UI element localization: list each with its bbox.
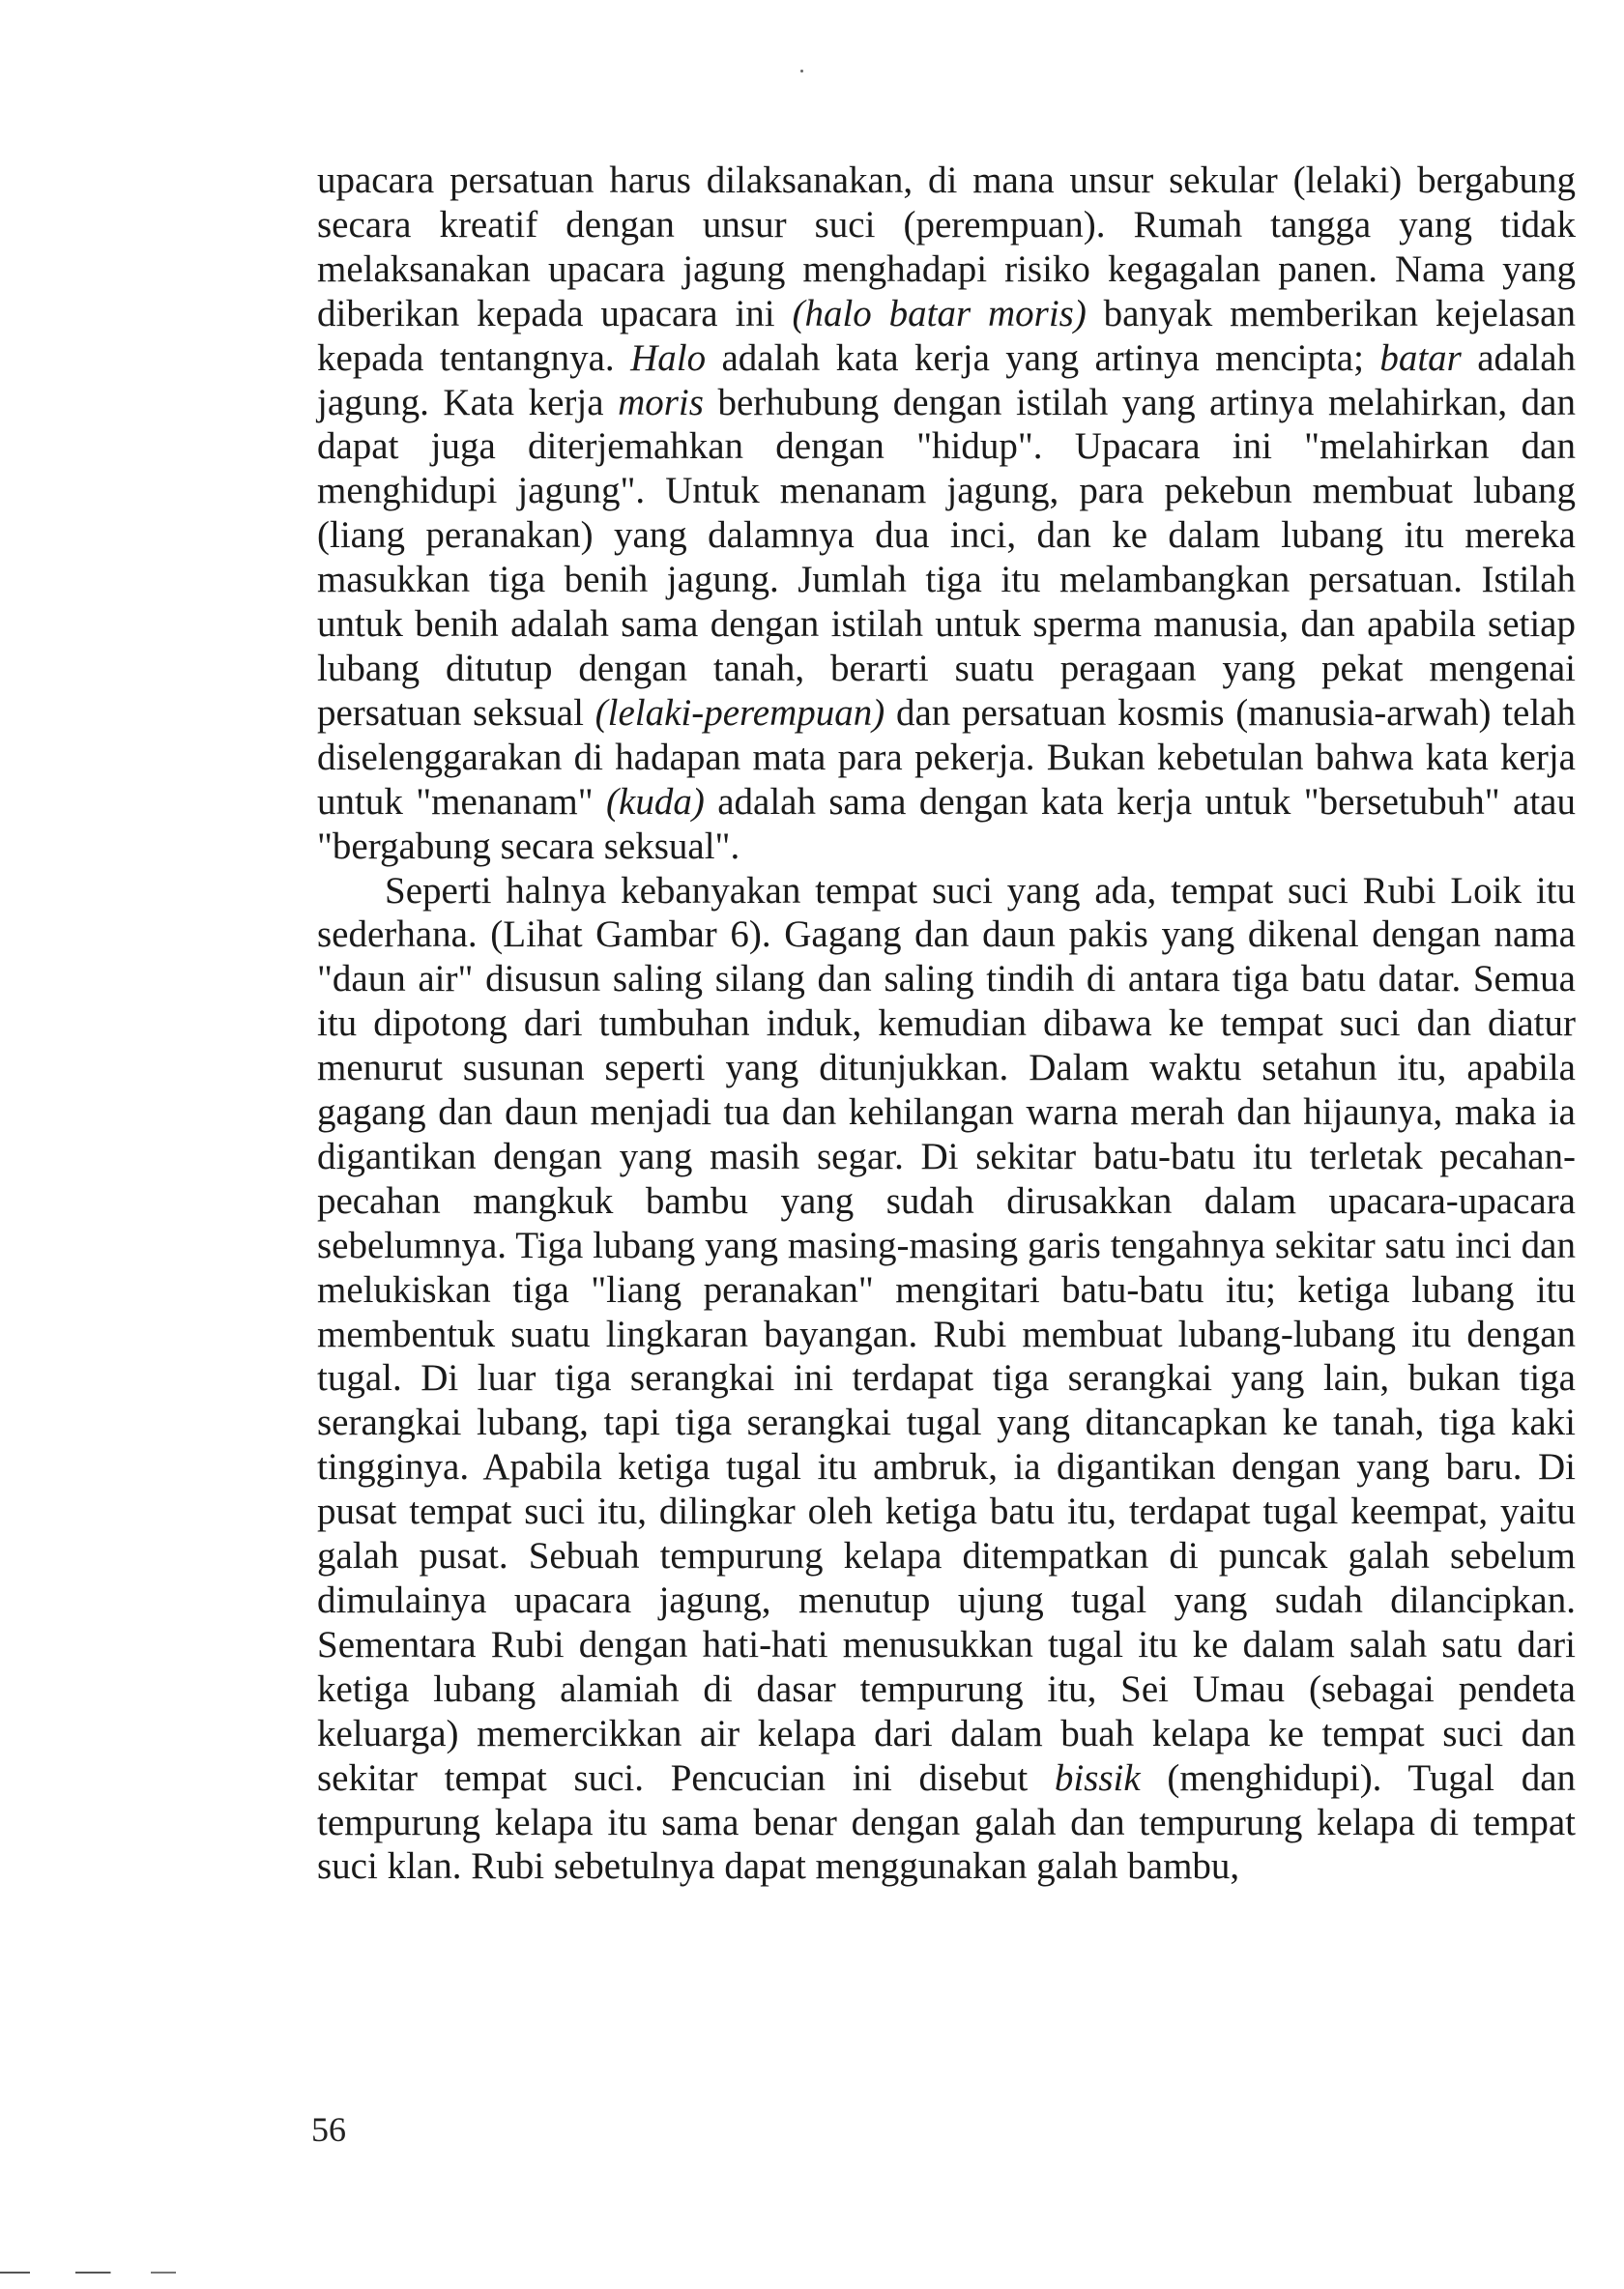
italic-term: Halo [630, 336, 707, 379]
paragraph-2 [317, 869, 1576, 1890]
paragraph-1-text: berhubung dengan istilah yang artinya melahirkan, dan dapat juga diterjemahkan dengan "hidup". Upacara ini "melahirkan dan menghidupi jagung". Untuk menanam jagung, para pekebun membuat lubang (liang peranakan) yang dalamnya dua inci, dan ke dalam lubang itu mereka masukkan tiga benih jagung. Jumlah tiga itu melambangkan persatuan. Istilah untuk benih adalah sama dengan istilah untuk sperma manusia, dan apabila setiap lubang ditutup dengan tanah, berarti suatu peragaan yang pekat mengenai persatuan seksual [317, 381, 1576, 734]
paragraph-1-text: upacara persatuan harus dilaksanakan, di mana unsur sekular (lelaki) bergabung secara kreatif dengan unsur suci (perempuan). Rumah tangga yang tidak melaksanakan upacara jagung menghadapi risiko kegagalan panen. Nama yang diberikan kepada upacara ini [317, 159, 1576, 334]
paragraph-1-text: adalah kata kerja yang artinya mencipta; [706, 336, 1380, 379]
paragraph-1-text: banyak memberikan kejelasan kepada tentangnya. [317, 292, 1576, 379]
italic-term: moris [618, 381, 704, 423]
paragraph-1-text: adalah sama dengan kata kerja untuk "bersetubuh" atau "bergabung secara seksual". [317, 780, 1576, 867]
scan-speck [800, 70, 803, 72]
scan-edge-marks [0, 2272, 251, 2274]
italic-term: batar [1379, 336, 1462, 379]
italic-term: (halo batar moris) [792, 292, 1087, 334]
paragraph-1-text: adalah jagung. Kata kerja [317, 336, 1576, 423]
page-number: 56 [311, 2110, 346, 2149]
paragraph-1-text: dan persatuan kosmis (manusia-arwah) telah diselenggarakan di hadapan mata para pekerja. Bukan kebetulan bahwa kata kerja untuk "menanam" [317, 691, 1576, 823]
italic-term: (kuda) [606, 780, 705, 823]
page-body [317, 159, 1576, 1889]
paragraph-1 [317, 159, 1576, 869]
paragraph-2-text: Seperti halnya kebanyakan tempat suci yang ada, tempat suci Rubi Loik itu sederhana. (Lihat Gambar 6). Gagang dan daun pakis yang dikenal dengan nama "daun air" disusun saling silang dan saling tindih di antara tiga batu datar. Semua itu dipotong dari tumbuhan induk, kemudian dibawa ke tempat suci dan diatur menurut susunan seperti yang ditunjukkan. Dalam waktu setahun itu, apabila gagang dan daun menjadi tua dan kehilangan warna merah dan hijaunya, maka ia digantikan dengan yang masih segar. Di sekitar batu-batu itu terletak pecahan-pecahan mangkuk bambu yang sudah dirusakkan dalam upacara-upacara sebelumnya. Tiga lubang yang masing-masing garis tengahnya sekitar satu inci dan melukiskan tiga "liang peranakan" mengitari batu-batu itu; ketiga lubang itu membentuk suatu lingkaran bayangan. Rubi membuat lubang-lubang itu dengan tugal. Di luar tiga serangkai ini terdapat tiga serangkai yang lain, bukan tiga serangkai lubang, tapi tiga serangkai tugal yang ditancapkan ke tanah, tiga kaki tingginya. Apabila ketiga tugal itu ambruk, ia digantikan dengan yang baru. Di pusat tempat suci itu, dilingkar oleh ketiga batu itu, terdapat tugal keempat, yaitu galah pusat. Sebuah tempurung kelapa ditempatkan di puncak galah sebelum dimulainya upacara jagung, menutup ujung tugal yang sudah dilancipkan. Sementara Rubi dengan hati-hati menusukkan tugal itu ke dalam salah satu dari ketiga lubang alamiah di dasar tempurung itu, Sei Umau (sebagai pendeta keluarga) memercikkan air kelapa dari dalam buah kelapa ke tempat suci dan sekitar tempat suci. Pencucian ini disebut [317, 869, 1576, 1799]
italic-term: (lelaki-perempuan) [594, 691, 885, 734]
italic-term: bissik [1054, 1756, 1141, 1799]
paragraph-2-text: (menghidupi). Tugal dan tempurung kelapa itu sama benar dengan galah dan tempurung kelapa di tempat suci klan. Rubi sebetulnya dapat menggunakan galah bambu, [317, 1756, 1576, 1888]
